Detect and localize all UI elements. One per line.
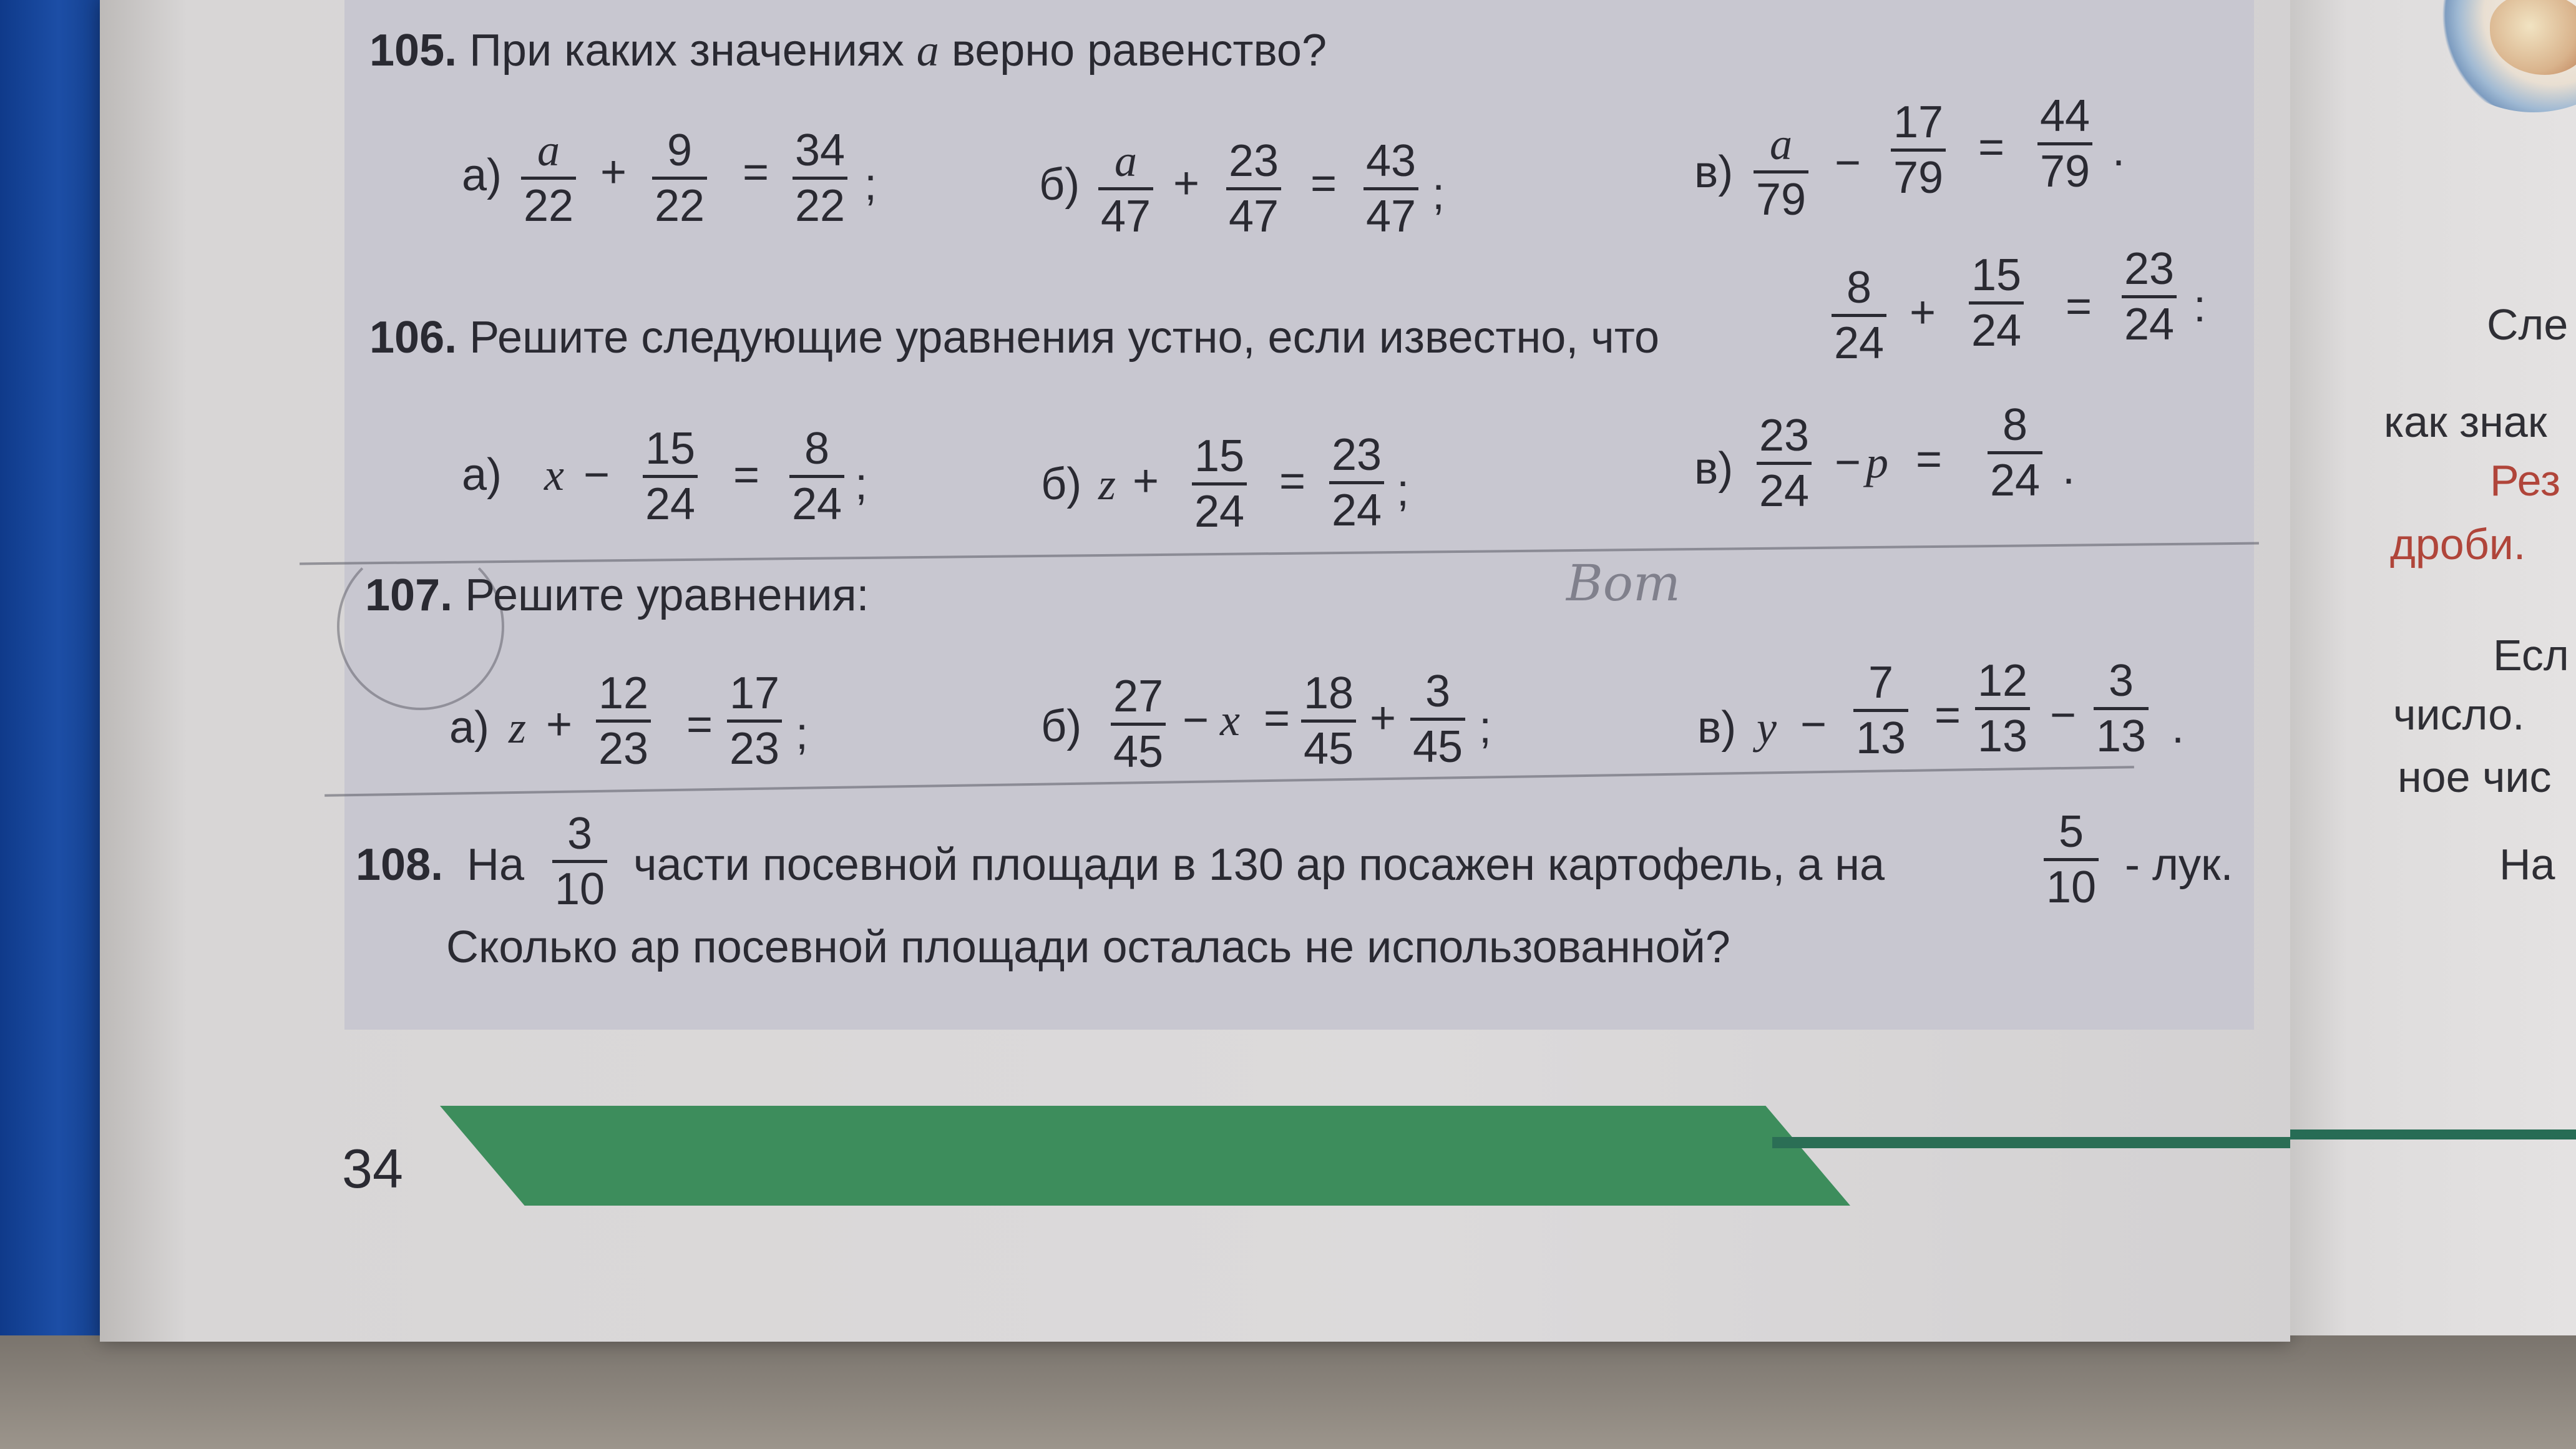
facing-page-green-line xyxy=(2290,1129,2576,1139)
facing-page-text: дроби. xyxy=(2390,520,2526,568)
operator: = xyxy=(2066,281,2092,331)
punctuation: . xyxy=(2112,125,2125,175)
operator: = xyxy=(1264,693,1290,743)
fraction: $\frac{34}{22}$ xyxy=(793,128,847,228)
punctuation: ; xyxy=(855,459,868,509)
punctuation: . xyxy=(2172,703,2185,753)
exercise-number: 106. xyxy=(369,313,457,363)
fraction: $\frac{3}{13}$ xyxy=(2094,658,2149,759)
fraction: $\frac{44}{79}$ xyxy=(2037,94,2092,194)
operator: + xyxy=(1133,456,1159,506)
facing-page-text: Есл xyxy=(2493,631,2569,680)
punctuation: ; xyxy=(796,709,809,759)
fraction: $\frac{8}{24}$ xyxy=(1988,402,2042,503)
item-label: а) xyxy=(462,150,502,200)
item-label: б) xyxy=(1041,701,1082,751)
punctuation: . xyxy=(2062,444,2076,494)
operator: + xyxy=(1173,159,1200,208)
item-label: в) xyxy=(1694,444,1734,494)
fraction: $\frac{17}{23}$ xyxy=(727,671,782,771)
operator: = xyxy=(1279,456,1306,506)
operator: = xyxy=(1916,434,1943,484)
fraction: $\frac{43}{47}$ xyxy=(1364,139,1418,239)
fraction: $\frac{a}{79}$ xyxy=(1754,122,1808,222)
variable: z xyxy=(509,703,527,753)
item-label: б) xyxy=(1039,160,1080,210)
fraction: $\frac{23}{47}$ xyxy=(1226,139,1281,239)
variable: y xyxy=(1757,703,1777,753)
punctuation: : xyxy=(2193,281,2207,331)
fraction: $\frac{15}{24}$ xyxy=(1192,434,1247,534)
operator: = xyxy=(686,700,713,749)
operator: − xyxy=(1835,138,1861,188)
decorative-green-line xyxy=(1772,1137,2290,1148)
fraction: $\frac{23}{24}$ xyxy=(1329,432,1384,533)
variable: a xyxy=(916,26,939,76)
fraction: $\frac{23}{24}$ xyxy=(2122,246,2177,347)
fraction: $\frac{a}{22}$ xyxy=(521,128,576,228)
fraction: $\frac{3}{10}$ xyxy=(552,811,607,912)
fraction: $\frac{23}{24}$ xyxy=(1757,413,1812,514)
item-label: а) xyxy=(449,703,490,753)
operator: − xyxy=(1800,700,1827,749)
exercise-number: 108. xyxy=(356,840,444,890)
operator: = xyxy=(1978,122,2005,172)
question-text: При каких значениях xyxy=(469,26,904,76)
fraction: $\frac{17}{79}$ xyxy=(1891,100,1946,200)
operator: = xyxy=(733,450,760,500)
variable: p xyxy=(1866,437,1888,487)
fraction: $\frac{8}{24}$ xyxy=(789,426,844,527)
punctuation: ; xyxy=(1432,169,1445,219)
problem-text: части посевной площади в 130 ар посажен картофель, а на xyxy=(633,840,1885,890)
operator: = xyxy=(743,147,769,197)
facing-page-text: Рез xyxy=(2490,456,2561,505)
exercise-106-title xyxy=(369,313,1660,363)
exercise-number: 105. xyxy=(369,26,457,76)
problem-text: - лук. xyxy=(2125,840,2233,890)
exercise-105-title xyxy=(369,26,1327,76)
handwritten-note: Bom xyxy=(1566,554,1681,612)
fraction: $\frac{15}{24}$ xyxy=(643,426,698,527)
fraction: $\frac{12}{13}$ xyxy=(1975,658,2030,759)
operator: + xyxy=(1370,693,1397,743)
desk-surface xyxy=(0,1335,2576,1449)
operator: + xyxy=(600,147,627,197)
operator: = xyxy=(1934,690,1961,740)
punctuation: ; xyxy=(1397,466,1410,515)
pencil-circle xyxy=(337,543,504,710)
item-label: в) xyxy=(1697,703,1737,753)
facing-page-text: На xyxy=(2499,840,2555,889)
variable: x xyxy=(1220,695,1240,745)
fraction: $\frac{9}{22}$ xyxy=(652,128,707,228)
exercise-number: 107. xyxy=(365,570,453,620)
facing-page-text: как знак xyxy=(2384,398,2547,446)
item-label: в) xyxy=(1694,147,1734,197)
fraction: $\frac{12}{23}$ xyxy=(596,671,651,771)
facing-page-text: Сле xyxy=(2487,300,2569,349)
item-label: а) xyxy=(462,450,502,500)
operator: + xyxy=(1910,288,1936,338)
operator: − xyxy=(1183,695,1209,745)
question-text: верно равенство? xyxy=(951,26,1327,76)
facing-page-text: число. xyxy=(2393,690,2525,739)
problem-text: Сколько ар посевной площади осталась не использованной? xyxy=(446,922,1730,972)
problem-text: На xyxy=(467,840,525,890)
exercise-107-title xyxy=(365,570,869,620)
operator: + xyxy=(546,700,573,749)
question-text: Решите следующие уравнения устно, если известно, что xyxy=(469,313,1660,363)
fraction: $\frac{3}{45}$ xyxy=(1410,669,1465,769)
fraction: $\frac{27}{45}$ xyxy=(1111,674,1166,774)
operator: = xyxy=(1310,159,1337,208)
operator: − xyxy=(2050,690,2077,740)
fraction: $\frac{7}{13}$ xyxy=(1853,660,1908,761)
fraction: $\frac{15}{24}$ xyxy=(1969,253,2024,353)
fraction: $\frac{18}{45}$ xyxy=(1301,671,1356,771)
punctuation: ; xyxy=(1479,703,1492,753)
punctuation: ; xyxy=(864,160,877,210)
fraction: $\frac{8}{24}$ xyxy=(1832,265,1886,366)
question-text: Решите уравнения: xyxy=(465,570,869,620)
variable: x xyxy=(544,450,564,500)
book-cover xyxy=(0,0,106,1449)
operator: − xyxy=(583,450,610,500)
decorative-green-band xyxy=(440,1106,1850,1206)
page-number: 34 xyxy=(342,1138,403,1199)
variable: z xyxy=(1098,459,1116,509)
fraction: $\frac{a}{47}$ xyxy=(1098,139,1153,239)
operator: − xyxy=(1835,437,1861,487)
item-label: б) xyxy=(1041,459,1082,509)
facing-page-text: ное чис xyxy=(2398,753,2552,801)
fraction: $\frac{5}{10}$ xyxy=(2044,809,2099,910)
